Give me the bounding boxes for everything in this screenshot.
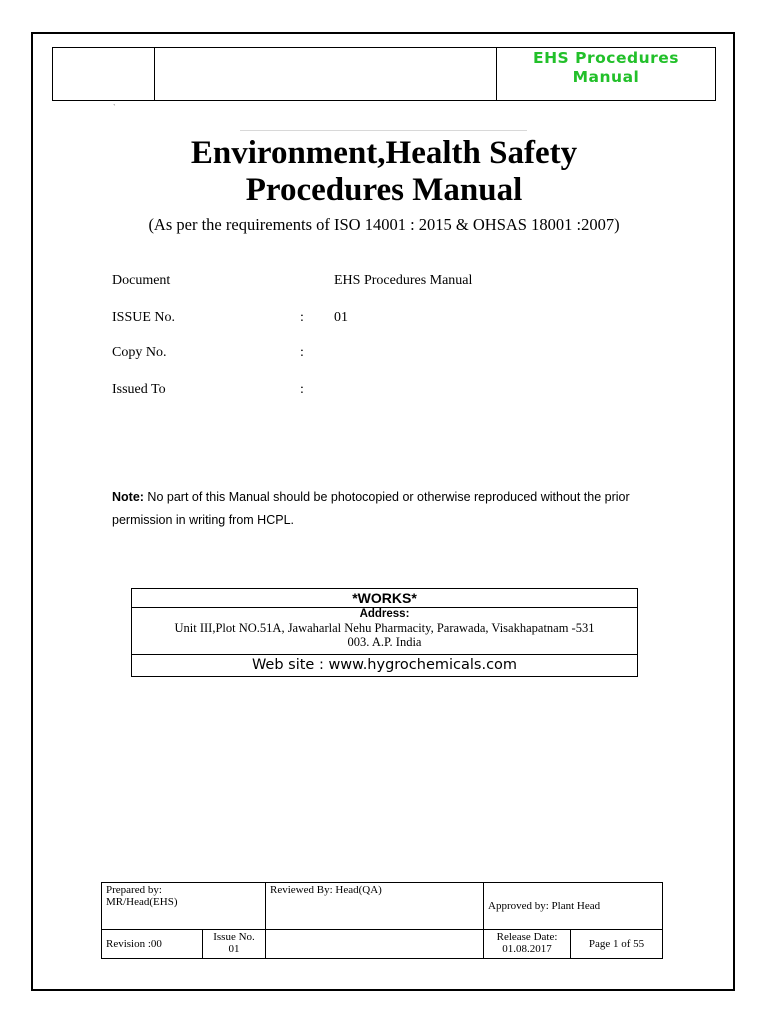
stray-mark: ` <box>113 103 116 112</box>
field-value-document: EHS Procedures Manual <box>334 273 473 288</box>
release-date-cell <box>484 930 571 959</box>
prepared-by-label: Prepared by: <box>106 884 162 896</box>
issue-no-label: Issue No. <box>213 931 255 943</box>
field-sep-issued-to: : <box>300 382 304 397</box>
page-number-cell: Page 1 of 55 <box>571 930 663 959</box>
header-manual-title-line1: EHS Procedures <box>533 49 679 67</box>
header-manual-title-line2: Manual <box>572 68 640 86</box>
address-line1: Unit III,Plot NO.51A, Jawaharlal Nehu Pharmacity, Parawada, Visakhapatnam -531 <box>174 621 595 635</box>
field-label-document: Document <box>112 273 171 288</box>
copyright-note <box>112 486 672 532</box>
address-label: Address: <box>359 608 410 620</box>
release-date-label: Release Date: <box>496 931 558 943</box>
prepared-by-value: MR/Head(EHS) <box>106 896 178 908</box>
note-label: Note: <box>112 490 144 504</box>
field-label-issue: ISSUE No. <box>112 310 176 325</box>
prepared-by-cell <box>102 883 266 930</box>
reviewed-by-cell: Reviewed By: Head(QA) <box>266 883 484 930</box>
header-blank-cell <box>155 48 497 100</box>
approved-by-cell: Approved by: Plant Head <box>484 883 663 930</box>
works-heading: *WORKS* <box>132 589 637 608</box>
header-table <box>52 47 716 101</box>
revision-cell: Revision :00 <box>102 930 203 959</box>
document-control-table <box>101 882 663 959</box>
issue-no-value: 01 <box>228 943 240 955</box>
field-sep-issue: : <box>300 310 304 325</box>
blank-footer-cell <box>266 930 484 959</box>
field-label-issued-to: Issued To <box>112 382 166 397</box>
document-subtitle: (As per the requirements of ISO 14001 : 2015 & OHSAS 18001 :2007) <box>148 215 620 234</box>
header-logo-cell <box>53 48 155 100</box>
release-date-value: 01.08.2017 <box>502 943 552 955</box>
document-title <box>0 135 768 209</box>
address-line2: 003. A.P. India <box>347 635 422 649</box>
title-divider <box>240 130 527 131</box>
works-address <box>132 608 637 655</box>
document-title-line1: Environment,Health Safety <box>190 135 578 171</box>
issue-no-cell <box>203 930 266 959</box>
header-manual-title <box>497 48 715 100</box>
works-box <box>131 588 638 677</box>
field-label-copy: Copy No. <box>112 345 167 360</box>
document-title-line2: Procedures Manual <box>245 172 523 208</box>
field-value-issue: 01 <box>334 310 348 325</box>
works-website: Web site : www.hygrochemicals.com <box>251 657 518 673</box>
field-sep-copy: : <box>300 345 304 360</box>
note-text: No part of this Manual should be photocopied or otherwise reproduced without the prior permission in writing from HCPL. <box>112 490 630 527</box>
